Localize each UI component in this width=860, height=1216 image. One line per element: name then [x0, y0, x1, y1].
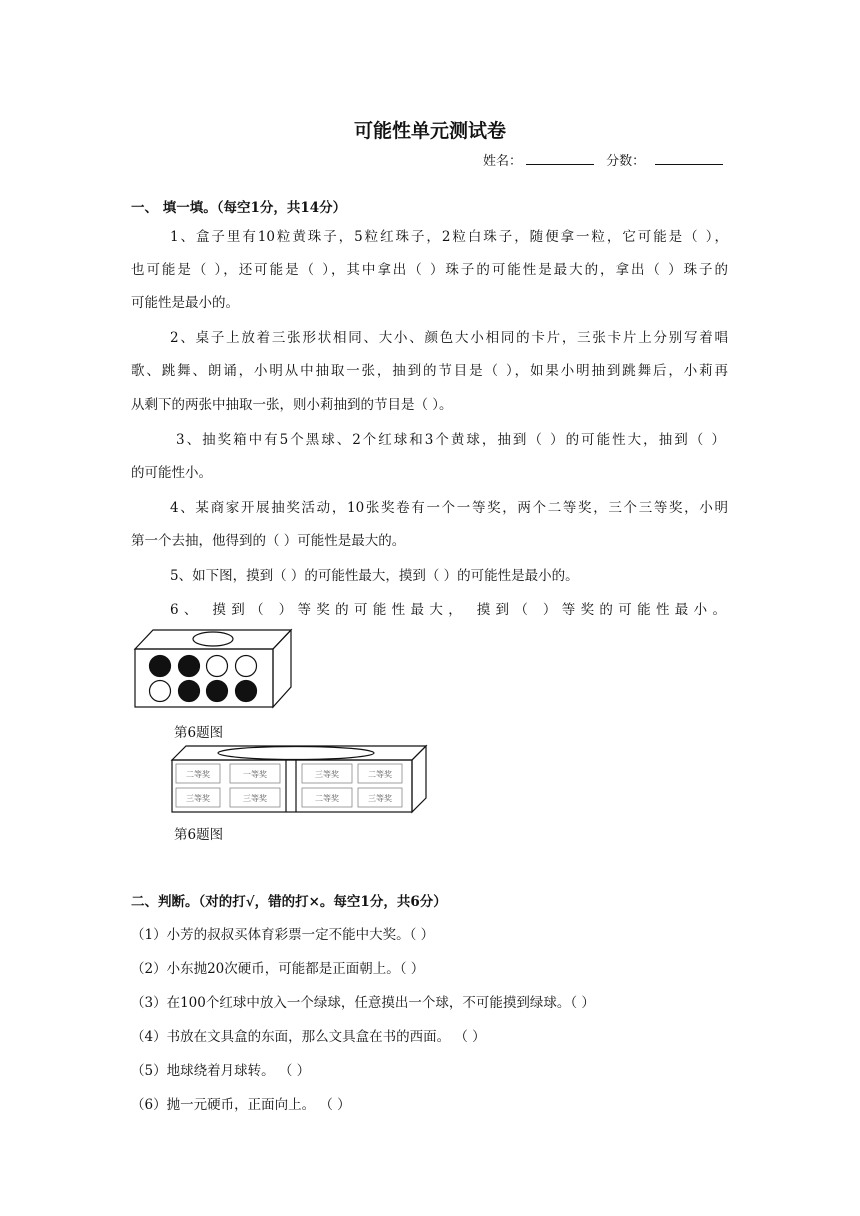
black-ball	[236, 681, 257, 702]
card-box-figure	[170, 744, 430, 816]
ball-box-figure	[133, 627, 295, 711]
white-ball	[207, 656, 228, 677]
q2-line1: 2、桌子上放着三张形状相同、大小、颜色大小相同的卡片，三张卡片上分别写着唱	[170, 330, 728, 346]
judge-item-2: （2）小东抛20次硬币，可能都是正面朝上。（ ）	[131, 961, 425, 977]
q3-line1: 3、抽奖箱中有5个黑球、2个红球和3个黄球，抽到（ ）的可能性大，抽到（ ）	[176, 432, 725, 448]
card-label: 三等奖	[186, 794, 210, 803]
card-box-top	[172, 746, 426, 760]
q4-line1: 4、某商家开展抽奖活动，10张奖卷有一个一等奖，两个二等奖，三个三等奖，小明	[170, 500, 728, 516]
judge-item-4: （4）书放在文具盒的东面，那么文具盒在书的西面。 （ ）	[131, 1029, 486, 1045]
q3-line2: 的可能性小。	[131, 465, 212, 481]
black-ball	[207, 681, 228, 702]
q4-line2: 第一个去抽，他得到的（ ）可能性是最大的。	[131, 533, 406, 549]
name-blank[interactable]	[526, 152, 594, 165]
figure-caption-1: 第6题图	[174, 725, 224, 741]
judge-item-3: （3）在100个红球中放入一个绿球，任意摸出一个球，不可能摸到绿球。（ ）	[131, 995, 595, 1011]
q5-text: 5、如下图，摸到（ ）的可能性最大，摸到（ ）的可能性是最小的。	[170, 568, 579, 584]
card-label: 一等奖	[243, 770, 267, 779]
card-box-side	[412, 746, 426, 812]
white-ball	[236, 656, 257, 677]
card-label: 三等奖	[368, 794, 392, 803]
card-label: 三等奖	[315, 770, 339, 779]
judge-item-1: （1）小芳的叔叔买体育彩票一定不能中大奖。（ ）	[131, 927, 435, 943]
card-label: 二等奖	[315, 794, 339, 803]
black-ball	[150, 656, 171, 677]
section2-heading: 二、判断。（对的打√，错的打×。每空1分，共6分）	[131, 894, 447, 910]
black-ball	[179, 681, 200, 702]
card-label: 二等奖	[368, 770, 392, 779]
judge-item-6: （6）抛一元硬币，正面向上。 （ ）	[131, 1097, 351, 1113]
section1-heading: 一、 填一填。（每空1分，共14分）	[131, 200, 347, 216]
card-label: 三等奖	[243, 794, 267, 803]
student-info-row	[483, 150, 727, 169]
box-side-face	[273, 630, 291, 707]
q1-line2: 也可能是（ ），还可能是（ ），其中拿出（ ）珠子的可能性是最大的，拿出（ ）珠子的	[131, 262, 728, 278]
figure-caption-2: 第6题图	[174, 827, 224, 843]
q6-text: 6、 摸到（ ）等奖的可能性最大， 摸到（ ）等奖的可能性最小。	[170, 602, 728, 618]
card-label: 二等奖	[186, 770, 210, 779]
box-opening	[193, 632, 233, 646]
score-blank[interactable]	[655, 152, 723, 165]
card-box-opening	[218, 747, 374, 760]
name-label: 姓名：	[483, 154, 523, 169]
q1-line1: 1、盒子里有10粒黄珠子，5粒红珠子，2粒白珠子，随便拿一粒，它可能是（ ），	[170, 229, 728, 245]
score-label: 分数：	[606, 154, 646, 169]
white-ball	[150, 681, 171, 702]
judge-item-5: （5）地球绕着月球转。 （ ）	[131, 1063, 311, 1079]
q1-line3: 可能性是最小的。	[131, 295, 239, 311]
q2-line3: 从剩下的两张中抽取一张，则小莉抽到的节目是（ ）。	[131, 397, 453, 413]
q2-line2: 歌、跳舞、朗诵，小明从中抽取一张，抽到的节目是（ ），如果小明抽到跳舞后，小莉再	[131, 363, 728, 379]
page-title: 可能性单元测试卷	[353, 120, 506, 142]
black-ball	[179, 656, 200, 677]
card-box-front	[172, 760, 412, 812]
